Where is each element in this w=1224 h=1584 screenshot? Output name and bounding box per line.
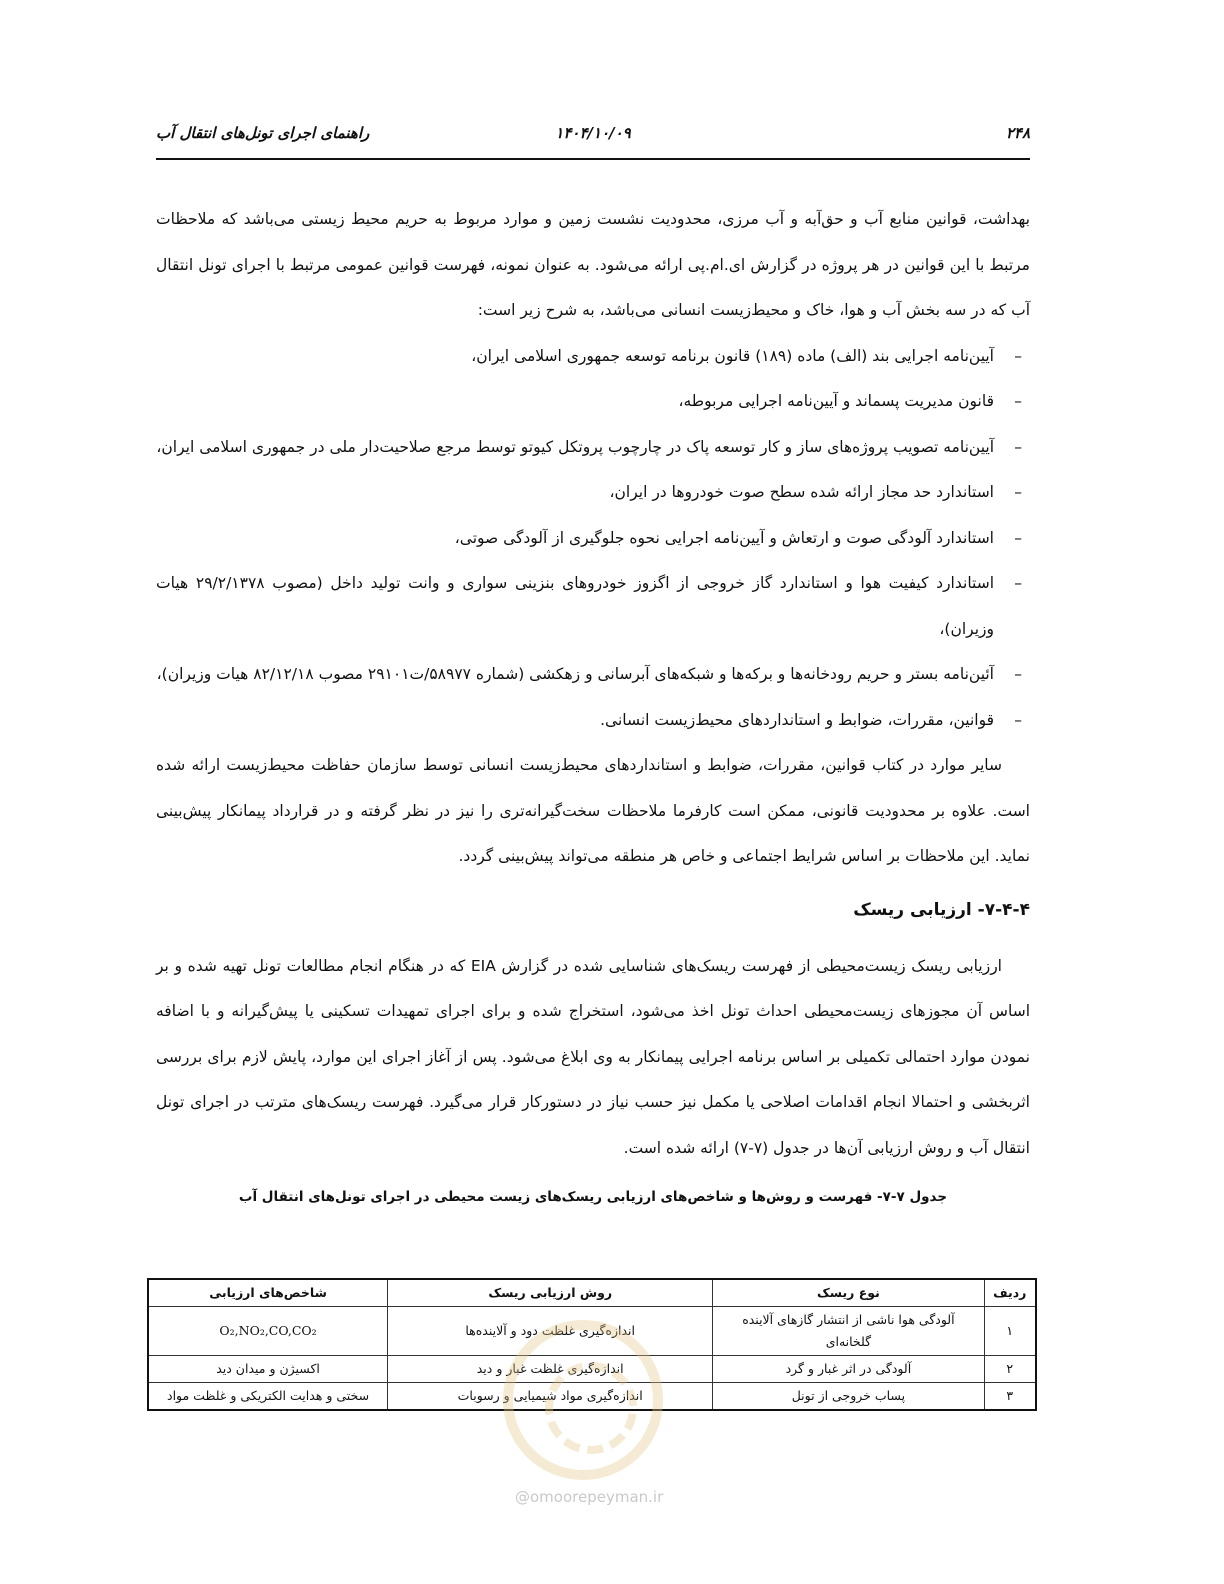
page-number: ۲۴۸ (1005, 124, 1030, 142)
list-item: – آیین‌نامه اجرایی بند (الف) ماده (۱۸۹) قانون برنامه توسعه جمهوری اسلامی ایران، (156, 334, 994, 380)
running-title: راهنمای اجرای تونل‌های انتقال آب (156, 124, 370, 142)
table-cell: اکسیژن و میدان دید (148, 1356, 388, 1383)
table-cell: اندازه‌گیری غلظت دود و آلاینده‌ها (388, 1307, 713, 1356)
list-item: – آیین‌نامه تصویب پروژه‌های ساز و کار توسعه پاک در چارچوب پروتکل کیوتو توسط مرجع صلاحیت‌دار ملی در جمهوری اسلامی ایران، (156, 425, 994, 471)
section-heading: ۷-۴-۴- ارزیابی ریسک (853, 899, 1030, 920)
column-header: روش ارزیابی ریسک (388, 1279, 713, 1307)
table-cell: اندازه‌گیری مواد شیمیایی و رسوبات (388, 1383, 713, 1411)
list-item: – استاندارد حد مجاز ارائه شده سطح صوت خودروها در ایران، (156, 470, 994, 516)
column-header: شاخص‌های ارزیابی (148, 1279, 388, 1307)
other-regulations-paragraph: سایر موارد در کتاب قوانین، مقررات، ضوابط و استانداردهای محیط‌زیست انسانی توسط سازمان حفاظت محیط‌زیست ارائه شده است. علاوه بر محدودیت قانونی، ممکن است کارفرما ملاحظات سخت‌گیرانه‌تری را نیز در نظر گرفته و در قرارداد پیمانکار پیش‌بینی نماید. این ملاحظات بر اساس شرایط اجتماعی و خاص هر منطقه می‌تواند پیش‌بینی گردد. (156, 756, 1030, 865)
intro-paragraph: بهداشت، قوانین منابع آب و حق‌آبه و آب مرزی، محدودیت نشست زمین و موارد مربوط به حریم محیط زیستی می‌باشد که ملاحظات مرتبط با این قوانین در هر پروژه در گزارش ای.ام.پی ارائه می‌شود. به عنوان نمونه، فهرست قوانین عمومی مرتبط با اجرای تونل انتقال آب که در سه بخش آب و هوا، خاک و محیط‌زیست انسانی می‌باشد، به شرح زیر است: (156, 210, 1030, 319)
body-text (156, 197, 1030, 1209)
list-item: – قانون مدیریت پسماند و آیین‌نامه اجرایی مربوطه، (156, 379, 994, 425)
laws-list (156, 334, 1030, 744)
table-cell: ۱ (984, 1307, 1036, 1356)
table-cell: آلودگی در اثر غبار و گرد (713, 1356, 984, 1383)
table-cell: سختی و هدایت الکتریکی و غلظت مواد (148, 1383, 388, 1411)
header-date: ۱۴۰۴/۱۰/۰۹ (555, 124, 631, 142)
table-caption: جدول ۷-۷- فهرست و روش‌ها و شاخص‌های ارزیابی ریسک‌های زیست محیطی در اجرای تونل‌های انتقال آب (238, 1189, 948, 1205)
list-item: – قوانین، مقررات، ضوابط و استانداردهای محیط‌زیست انسانی. (156, 698, 994, 744)
risk-paragraph: ارزیابی ریسک زیست‌محیطی از فهرست ریسک‌های شناسایی شده در گزارش EIA که در هنگام انجام مطالعات تونل تهیه شده و بر اساس آن مجوزهای زیست‌محیطی احداث تونل اخذ می‌شود، استخراج شده و برای اجرای تمهیدات تسکینی یا پیش‌گیرانه و با اضافه نمودن موارد احتمالی تکمیلی بر اساس برنامه اجرایی پیمانکار به وی ابلاغ می‌شود. پس از آغاز اجرای این موارد، پایش لازم برای بررسی اثربخشی و احتمالا انجام اقدامات اصلاحی یا مکمل نیز حسب نیاز در دستورکار قرار می‌گیرد. فهرست ریسک‌های مترتب در اجرای تونل انتقال آب و روش ارزیابی آن‌ها در جدول (۷-۷) ارائه شده است. (156, 956, 1030, 1157)
table-cell: آلودگی هوا ناشی از انتشار گازهای آلاینده گلخانه‌ای (713, 1307, 984, 1356)
list-item: – آئین‌نامه بستر و حریم رودخانه‌ها و برکه‌ها و شبکه‌های آبرسانی و زهکشی (شماره ۵۸۹۷۷/ت۲۹۱۰۱ مصوب ۸۲/۱۲/۱۸ هیات وزیران)، (156, 652, 994, 698)
watermark-seal-icon (503, 1320, 663, 1480)
table-cell: پساب خروجی از تونل (713, 1383, 984, 1411)
table-cell: O₂,NO₂,CO,CO₂ (148, 1307, 388, 1356)
table-header-row (148, 1279, 1036, 1307)
list-item: – استاندارد کیفیت هوا و استاندارد گاز خروجی از اگزوز خودروهای بنزینی سواری و وانت تولید داخل (مصوب ۲۹/۲/۱۳۷۸ هیات وزیران)، (156, 561, 994, 652)
table-cell: ۲ (984, 1356, 1036, 1383)
table-cell: اندازه‌گیری غلظت غبار و دید (388, 1356, 713, 1383)
list-item: – استاندارد آلودگی صوت و ارتعاش و آیین‌نامه اجرایی نحوه جلوگیری از آلودگی صوتی، (156, 516, 994, 562)
watermark-text: @omoorepeyman.ir (515, 1488, 664, 1506)
table-cell: ۳ (984, 1383, 1036, 1411)
page-header (156, 120, 1030, 160)
column-header: ردیف (984, 1279, 1036, 1307)
column-header: نوع ریسک (713, 1279, 984, 1307)
